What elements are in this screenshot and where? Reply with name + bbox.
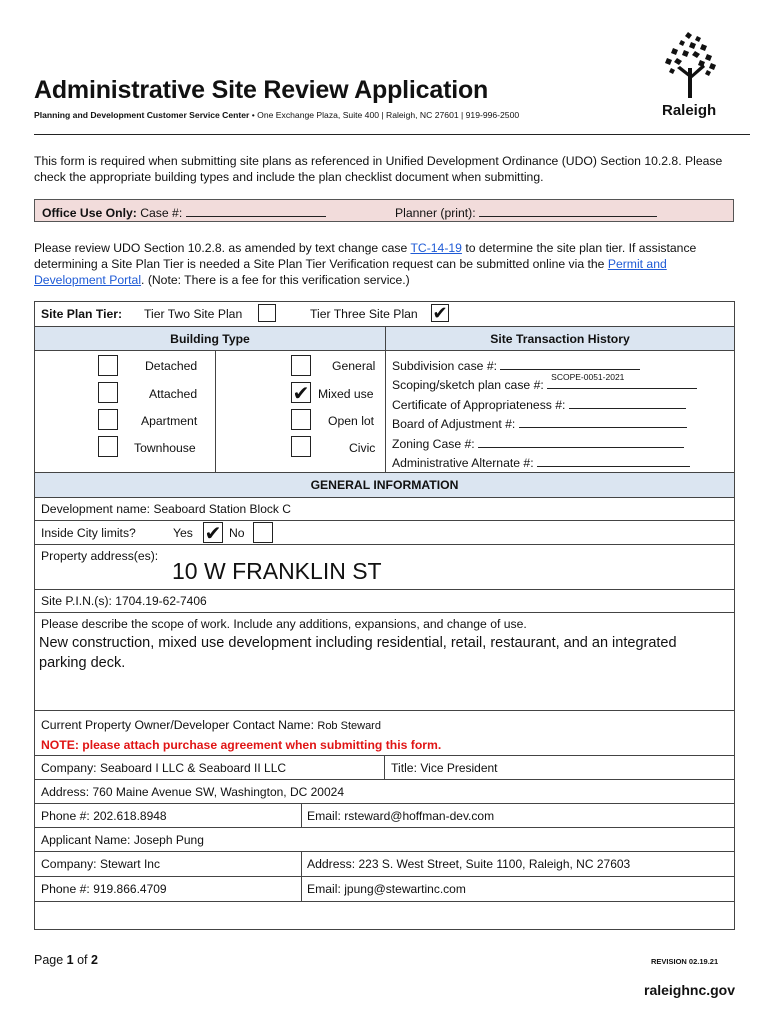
development-name-row: Development name: Seaboard Station Block C — [35, 498, 734, 521]
transaction-header: Site Transaction History — [490, 332, 630, 346]
owner-address-row: Address: 760 Maine Avenue SW, Washington, DC 20024 — [35, 780, 734, 804]
pin-row: Site P.I.N.(s): 1704.19-62-7406 — [35, 590, 734, 613]
civic-checkbox[interactable] — [291, 436, 311, 457]
tc-14-19-link[interactable]: TC-14-19 — [410, 241, 462, 255]
owner-value[interactable]: Rob Steward — [317, 720, 381, 732]
admin-alternate: Administrative Alternate #: — [392, 454, 690, 470]
subdivision-case: Subdivision case #: — [392, 357, 640, 373]
review-paragraph: Please review UDO Section 10.2.8. as amended by text change case TC-14-19 to determine the site plan tier. If assistance determining a Site Plan Tier is needed a Site Plan Tier Verification request can be submitted online via the Permit and Development Portal. (Note: There is a fee for this verification service.) — [34, 241, 697, 287]
office-use-label: Office Use Only: — [42, 206, 137, 220]
owner-address-value[interactable]: 760 Maine Avenue SW, Washington, DC 20024 — [92, 785, 344, 799]
case-number-field[interactable] — [186, 204, 326, 217]
apartment-checkbox[interactable] — [98, 409, 118, 430]
applicant-address-value[interactable]: 223 S. West Street, Suite 1100, Raleigh, NC 27603 — [358, 857, 631, 871]
owner-title-value[interactable]: Vice President — [420, 761, 498, 775]
general-checkbox[interactable] — [291, 355, 311, 376]
intro-text: This form is required when submitting site plans as referenced in Unified Development Ordinance (UDO) Section 10.2.8. Please check the appropriate building types and include the plan checklist document when submitting. — [34, 154, 723, 184]
revision-label: REVISION 02.19.21 — [651, 957, 719, 966]
property-address-row: Property address(es): 10 W FRANKLIN ST — [35, 545, 734, 590]
owner-email-value[interactable]: rsteward@hoffman-dev.com — [344, 809, 495, 823]
page-subtitle: Planning and Development Customer Service Center • One Exchange Plaza, Suite 400 | Raleigh, NC 27601 | 919-996-2500 — [34, 110, 520, 120]
open-lot-checkbox[interactable] — [291, 409, 311, 430]
purchase-note: NOTE: please attach purchase agreement when submitting this form. — [41, 738, 442, 752]
office-use-box: Office Use Only: Case #: Planner (print): — [34, 199, 734, 222]
applicant-contact-row: Phone #: 919.866.4709 Email: jpung@stewartinc.com — [35, 877, 734, 902]
tier-two-checkbox[interactable] — [258, 304, 276, 322]
mixed-use-checkbox[interactable]: ✔ — [292, 381, 310, 405]
applicant-company-row: Company: Stewart Inc Address: 223 S. West Street, Suite 1100, Raleigh, NC 27603 — [35, 852, 734, 877]
zoning-field[interactable] — [478, 435, 684, 448]
scoping-case: Scoping/sketch plan case #: SCOPE-0051-2021 — [392, 376, 697, 392]
owner-contact-row: Phone #: 202.618.8948 Email: rsteward@hoffman-dev.com — [35, 804, 734, 828]
zoning-case: Zoning Case #: — [392, 435, 684, 451]
blank-row — [35, 902, 734, 929]
applicant-phone-value[interactable]: 919.866.4709 — [93, 882, 167, 896]
permit-portal-link[interactable]: Permit and Development Portal — [34, 257, 667, 287]
scope-row: Please describe the scope of work. Include any additions, expansions, and change of use. New construction, mixed use development including residential, retail, restaurant, and an integrated parking deck. — [35, 613, 734, 711]
admin-alternate-field[interactable] — [537, 454, 690, 467]
planner-field[interactable] — [479, 204, 657, 217]
page-title: Administrative Site Review Application — [34, 76, 489, 104]
application-table — [34, 301, 735, 930]
tier-three-checkbox[interactable]: ✔ — [432, 303, 448, 324]
development-name-value[interactable]: Seaboard Station Block C — [153, 502, 291, 516]
attached-checkbox[interactable] — [98, 382, 118, 403]
section-header-row — [35, 327, 734, 351]
townhouse-checkbox[interactable] — [98, 436, 118, 457]
tree-logo-icon — [655, 30, 725, 100]
website-label: raleighnc.gov — [644, 982, 736, 998]
tier-row: Site Plan Tier: Tier Two Site Plan Tier Three Site Plan ✔ — [35, 302, 734, 327]
pin-value[interactable]: 1704.19-62-7406 — [115, 594, 207, 608]
city-yes-checkbox[interactable]: ✔ — [204, 521, 222, 545]
applicant-email-value[interactable]: jpung@stewartinc.com — [344, 882, 466, 896]
logo-text: Raleigh — [662, 102, 717, 119]
page-number: Page 1 of 2 — [34, 953, 98, 967]
building-type-header: Building Type — [170, 332, 250, 346]
city-limits-row: Inside City limits? Yes ✔ No — [35, 521, 734, 545]
owner-phone-value[interactable]: 202.618.8948 — [93, 809, 167, 823]
general-info-header: GENERAL INFORMATION — [35, 473, 734, 498]
city-no-checkbox[interactable] — [253, 522, 273, 543]
owner-row: Current Property Owner/Developer Contact Name: Rob Steward NOTE: please attach purchase agreement when submitting this form. — [35, 711, 734, 756]
owner-company-row: Company: Seaboard I LLC & Seaboard II LLC Title: Vice President — [35, 756, 734, 780]
applicant-name-row: Applicant Name: Joseph Pung — [35, 828, 734, 852]
property-address-value[interactable]: 10 W FRANKLIN ST — [172, 558, 382, 584]
coa-field[interactable] — [569, 396, 686, 409]
owner-company-value[interactable]: Seaboard I LLC & Seaboard II LLC — [99, 761, 287, 775]
boa-case: Board of Adjustment #: — [392, 415, 687, 431]
boa-field[interactable] — [519, 415, 687, 428]
header-rule — [34, 134, 750, 135]
building-transaction-body: Detached Attached Apartment Townhouse General ✔ Mixed use Open lot Civic Subdivision case #: Scoping/sketch plan case #: SCOPE-0051-2021 Certificate of Appropriateness #: Board of Adjustment #: Zoning Case #: Administrative Alternate #: — [35, 351, 734, 473]
detached-checkbox[interactable] — [98, 355, 118, 376]
subdivision-case-field[interactable] — [500, 357, 640, 370]
raleigh-logo — [655, 30, 725, 122]
coa-case: Certificate of Appropriateness #: — [392, 396, 686, 412]
scope-value[interactable]: New construction, mixed use development including residential, retail, restaurant, and an integrated parking deck. — [39, 635, 677, 671]
scoping-case-field[interactable]: SCOPE-0051-2021 — [547, 376, 697, 389]
applicant-name-value[interactable]: Joseph Pung — [133, 833, 204, 847]
applicant-company-value[interactable]: Stewart Inc — [99, 857, 160, 871]
